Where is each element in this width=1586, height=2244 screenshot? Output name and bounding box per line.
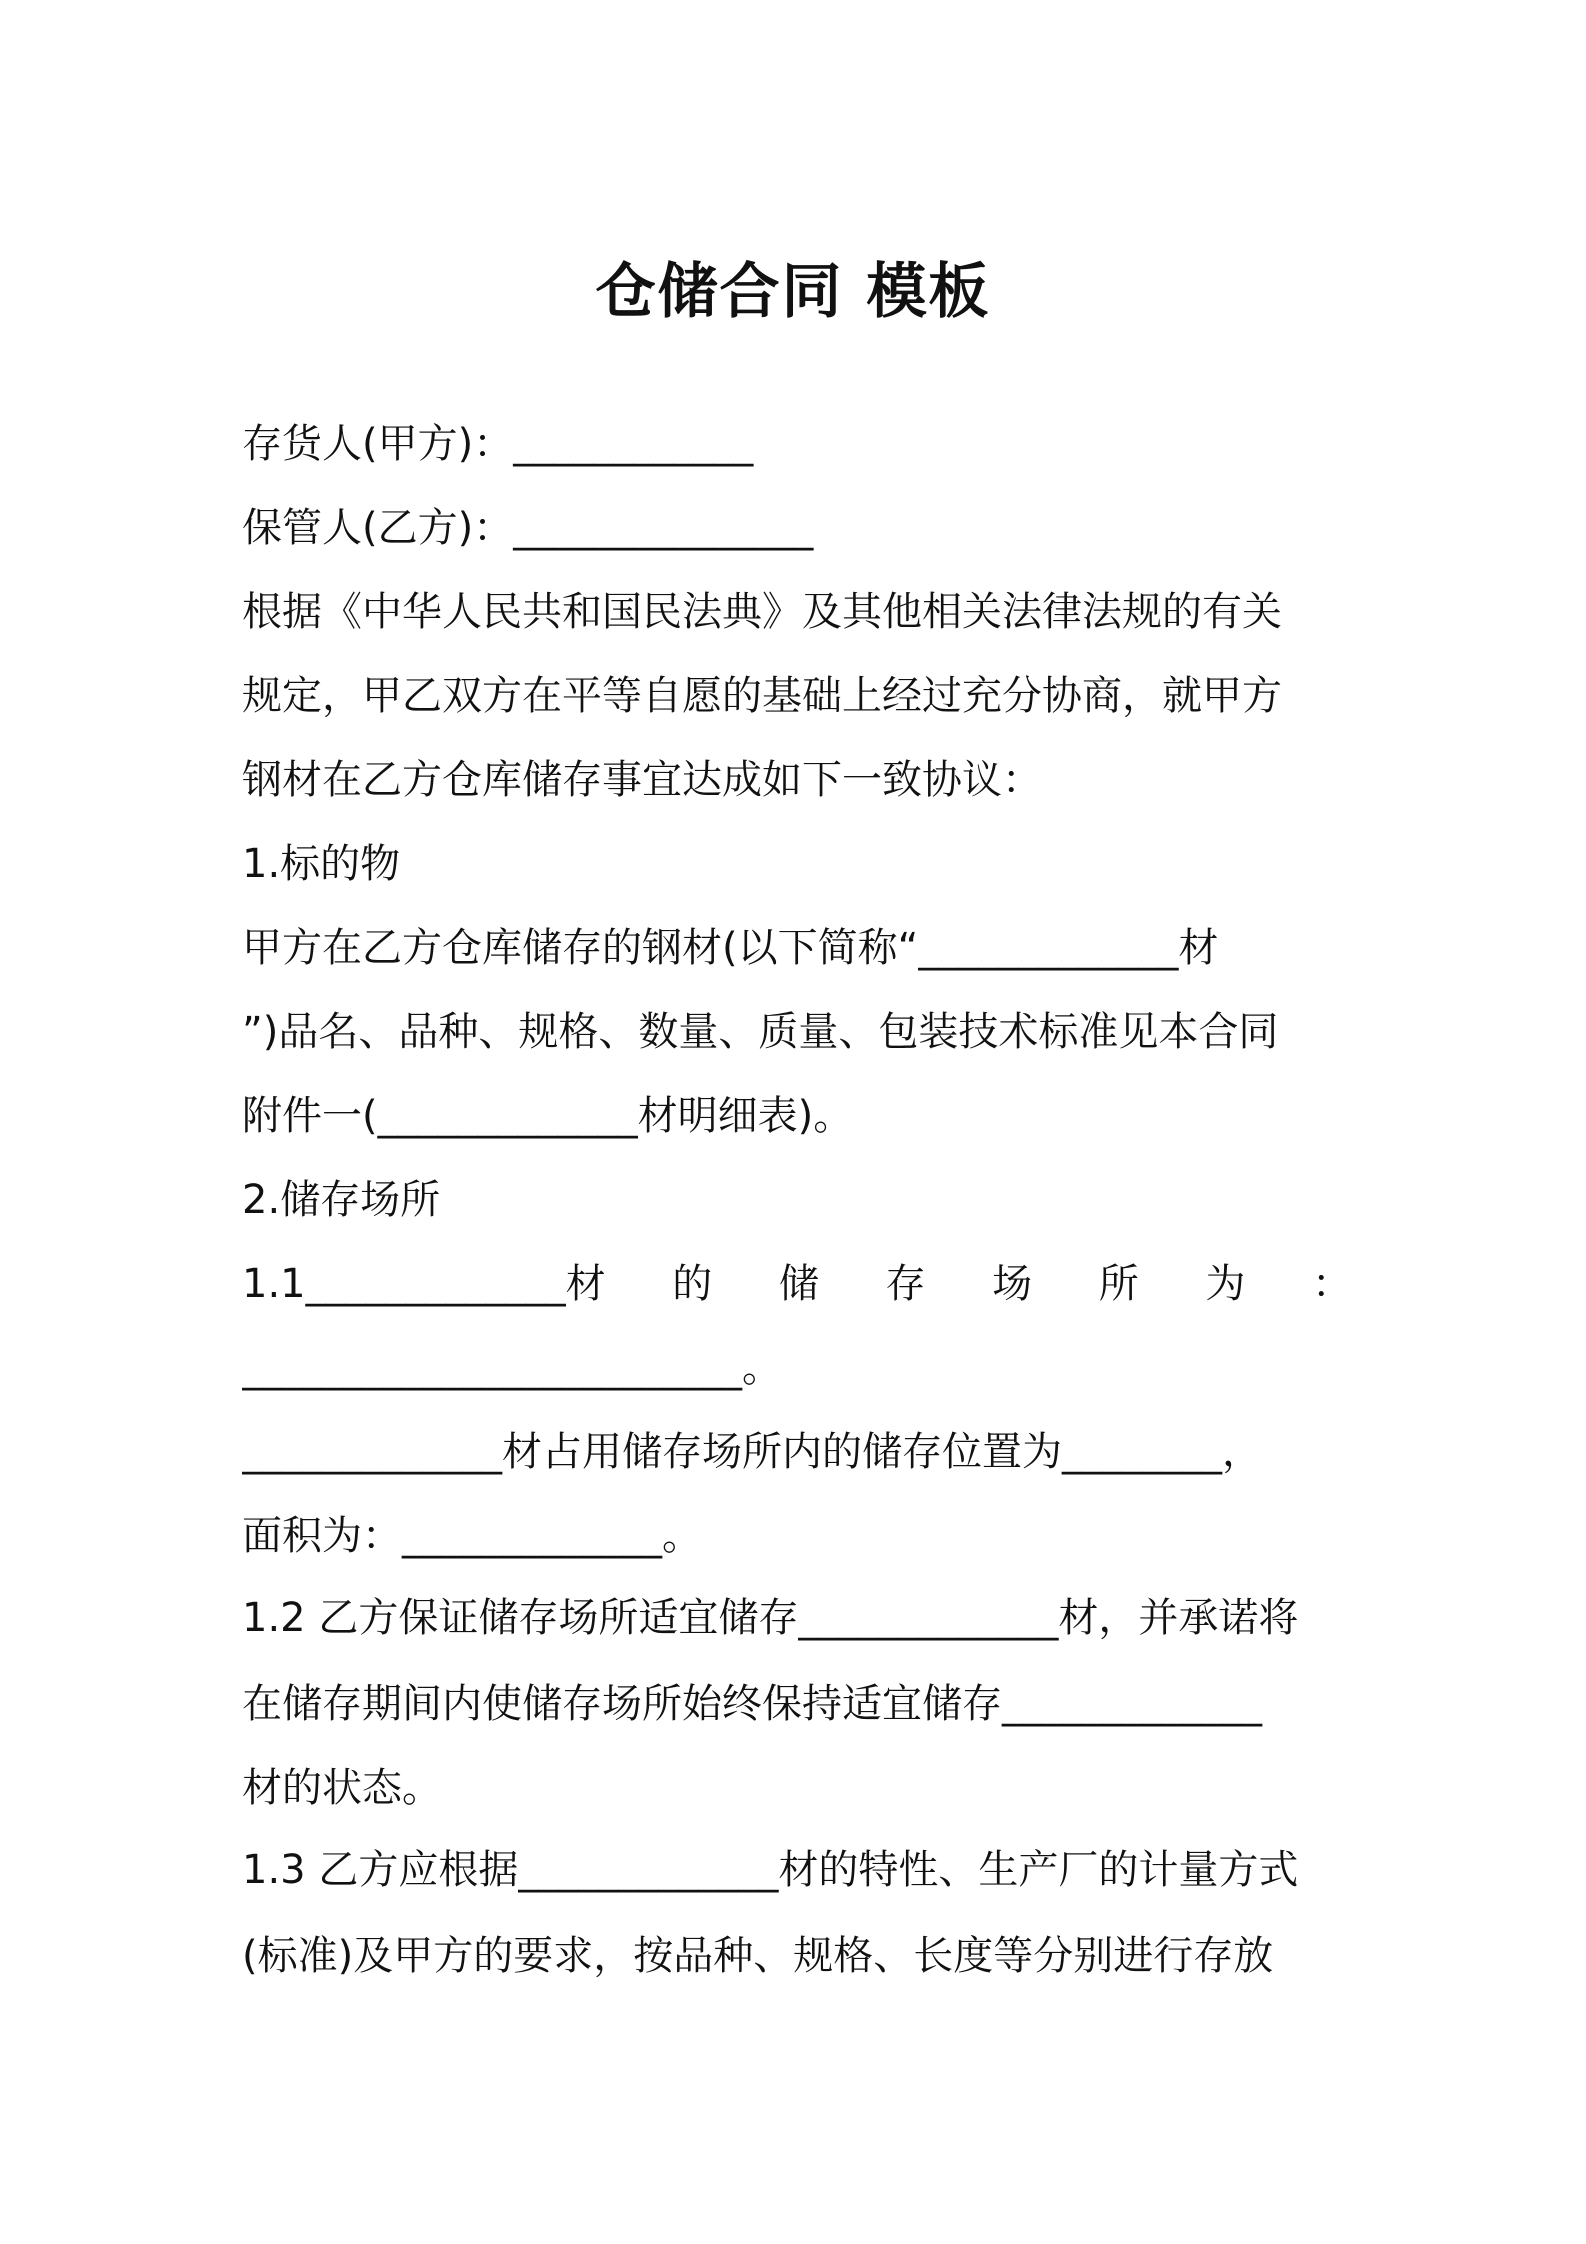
clause-1-2-line-2: 在储存期间内使储存场所始终保持适宜储存_____________: [242, 1681, 1262, 1727]
preamble-line-2: 规定，甲乙双方在平等自愿的基础上经过充分协商，就甲方: [242, 673, 1282, 719]
clause-1-2-line-1: 1.2 乙方保证储存场所适宜储存_____________材，并承诺将: [242, 1595, 1299, 1641]
subject-matter-line-2: ”)品名、品种、规格、数量、质量、包装技术标准见本合同: [242, 1009, 1279, 1055]
document-title: 仓储合同 模板: [595, 257, 991, 327]
clause-1-1-line-1: [242, 1256, 1352, 1312]
section-heading-subject-matter: 1.标的物: [242, 841, 401, 887]
clause-1-2-line-3: 材的状态。: [242, 1765, 442, 1811]
preamble-line-3: 钢材在乙方仓库储存事宜达成如下一致协议：: [242, 757, 1042, 803]
clause-1-1-line-2: _________________________。: [242, 1345, 782, 1391]
section-heading-storage-place: 2.储存场所: [242, 1177, 441, 1223]
clause-1-1-word: ：: [1312, 1261, 1352, 1307]
clause-1-1-word: 的: [672, 1261, 713, 1307]
subject-matter-line-1: 甲方在乙方仓库储存的钢材(以下简称“_____________材: [242, 925, 1219, 971]
clause-1-1-word: 储: [778, 1261, 819, 1307]
clause-1-1-line-3: _____________材占用储存场所内的储存位置为________，: [242, 1429, 1262, 1475]
custodian-party-line: 保管人(乙方)：_______________: [242, 505, 814, 551]
clause-1-1-line-4: 面积为：_____________。: [242, 1513, 702, 1559]
clause-1-1-word: 1.1_____________材: [242, 1261, 606, 1307]
preamble-line-1: 根据《中华人民共和国民法典》及其他相关法律法规的有关: [242, 589, 1282, 635]
clause-1-1-word: 场: [992, 1261, 1033, 1307]
clause-1-1-word: 为: [1205, 1261, 1246, 1307]
subject-matter-line-3: 附件一(_____________材明细表)。: [242, 1093, 854, 1139]
clause-1-1-word: 所: [1098, 1261, 1139, 1307]
clause-1-3-line-1: 1.3 乙方应根据_____________材的特性、生产厂的计量方式: [242, 1847, 1299, 1893]
clause-1-3-line-2: (标准)及甲方的要求，按品种、规格、长度等分别进行存放: [242, 1933, 1274, 1979]
clause-1-1-word: 存: [885, 1261, 926, 1307]
depositor-party-line: 存货人(甲方)：____________: [242, 421, 754, 467]
